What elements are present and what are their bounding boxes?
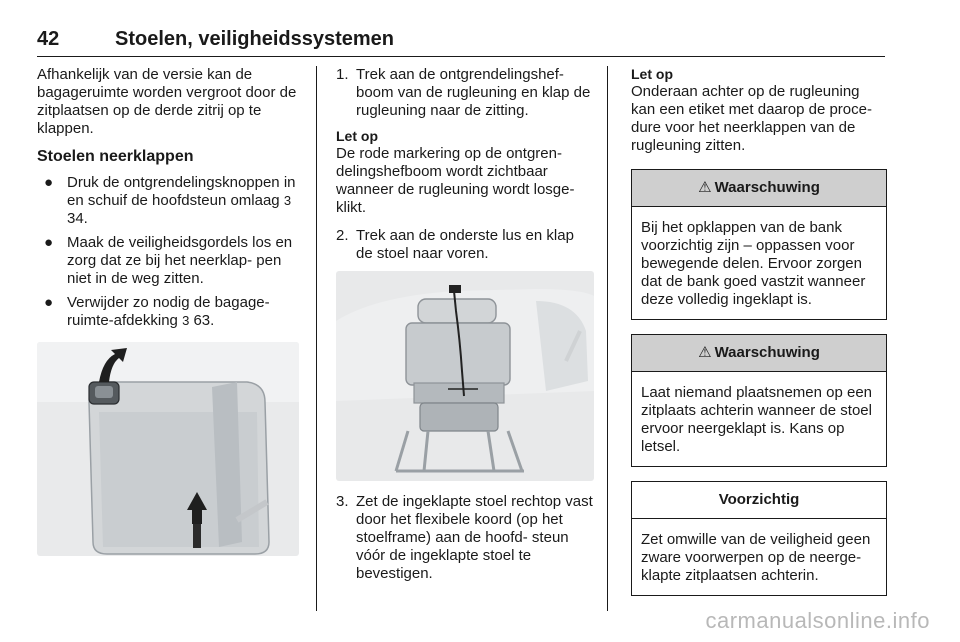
list-item [37, 174, 299, 228]
step-text: Zet de ingeklapte stoel rechtop vast door het flexibele koord (op het stoelframe) aan de hoofd- steun vóór de ingeklapte stoel te bevestigen. [356, 493, 593, 582]
warning-title: Waarschuwing [714, 344, 820, 361]
column-divider [316, 66, 317, 611]
warning-triangle-icon: ⚠ [698, 179, 712, 196]
caution-box [631, 481, 887, 596]
page-number: 42 [37, 28, 60, 50]
watermark: carmanualsonline.info [705, 608, 930, 633]
warning-text: Bij het opklappen van de bank voorzichtig zijn – oppassen voor bewegende delen. Ervoor zorgen dat de bank goed vastzit wanneer deze volledig ingeklapt is. [641, 219, 866, 308]
page-ref[interactable]: 63. [193, 312, 215, 329]
warning-text: Laat niemand plaatsnemen op een zitplaats achterin wanneer de stoel ervoor neergeklapt is. Kans op letsel. [641, 384, 873, 455]
step-text: Trek aan de ontgrendelingshef- boom van de rugleuning en klap de rugleuning naar de zitting. [356, 66, 591, 119]
warning-box [631, 334, 887, 467]
step-2 [336, 227, 594, 263]
intro-paragraph: Afhankelijk van de versie kan de bagageruimte worden vergroot door de zitplaatsen op de derde zitrij op te klappen. [37, 66, 297, 137]
warning-triangle-icon: ⚠ [698, 344, 712, 361]
note-heading: Let op [631, 66, 673, 82]
bullet-icon: ● [44, 174, 54, 191]
list-item [37, 294, 299, 330]
bullet-icon: ● [44, 234, 54, 251]
step-1 [336, 66, 594, 120]
seat-folding-illustration [336, 271, 594, 481]
warning-header [632, 335, 886, 372]
page-title: Stoelen, veiligheidssystemen [115, 28, 394, 50]
page-header [37, 26, 885, 57]
section-title: Stoelen neerklappen [37, 148, 194, 165]
step-number: 3. [336, 493, 349, 510]
step-text: Trek aan de onderste lus en klap de stoel naar voren. [356, 227, 574, 262]
note-heading: Let op [336, 128, 378, 144]
seat-headrest-illustration [37, 342, 299, 556]
step-number: 1. [336, 66, 349, 83]
bullet-text: Druk de ontgrendelingsknoppen in en schuif de hoofdsteun omlaag [67, 174, 296, 209]
page-ref-arrow-icon[interactable]: 3 [182, 313, 190, 328]
bullet-icon: ● [44, 294, 54, 311]
note-text: De rode markering op de ontgren- delingshefboom wordt zichtbaar wanneer de rugleuning wordt losge- klikt. [336, 145, 575, 216]
caution-text: Zet omwille van de veiligheid geen zware voorwerpen op de neerge- klapte zitplaatsen achterin. [641, 531, 871, 584]
list-item [37, 234, 299, 288]
step-3 [336, 493, 594, 583]
caution-title: Voorzichtig [632, 482, 886, 519]
page-ref[interactable]: 34. [67, 210, 88, 227]
page-ref-arrow-icon[interactable]: 3 [283, 193, 292, 208]
column-2 [336, 66, 594, 591]
warning-title: Waarschuwing [714, 179, 820, 196]
bullet-text: Verwijder zo nodig de bagage- ruimte-afdekking [67, 294, 270, 329]
warning-header [632, 170, 886, 207]
column-1 [37, 66, 299, 556]
column-divider [607, 66, 608, 611]
note-text: Onderaan achter op de rugleuning kan een etiket met daarop de proce- dure voor het neerklappen van de rugleuning zitten. [631, 83, 872, 154]
step-number: 2. [336, 227, 349, 244]
column-3 [631, 66, 887, 596]
bullet-text: Maak de veiligheidsgordels los en zorg dat ze bij het neerklap- pen niet in de weg zitten. [67, 234, 293, 287]
warning-box [631, 169, 887, 320]
